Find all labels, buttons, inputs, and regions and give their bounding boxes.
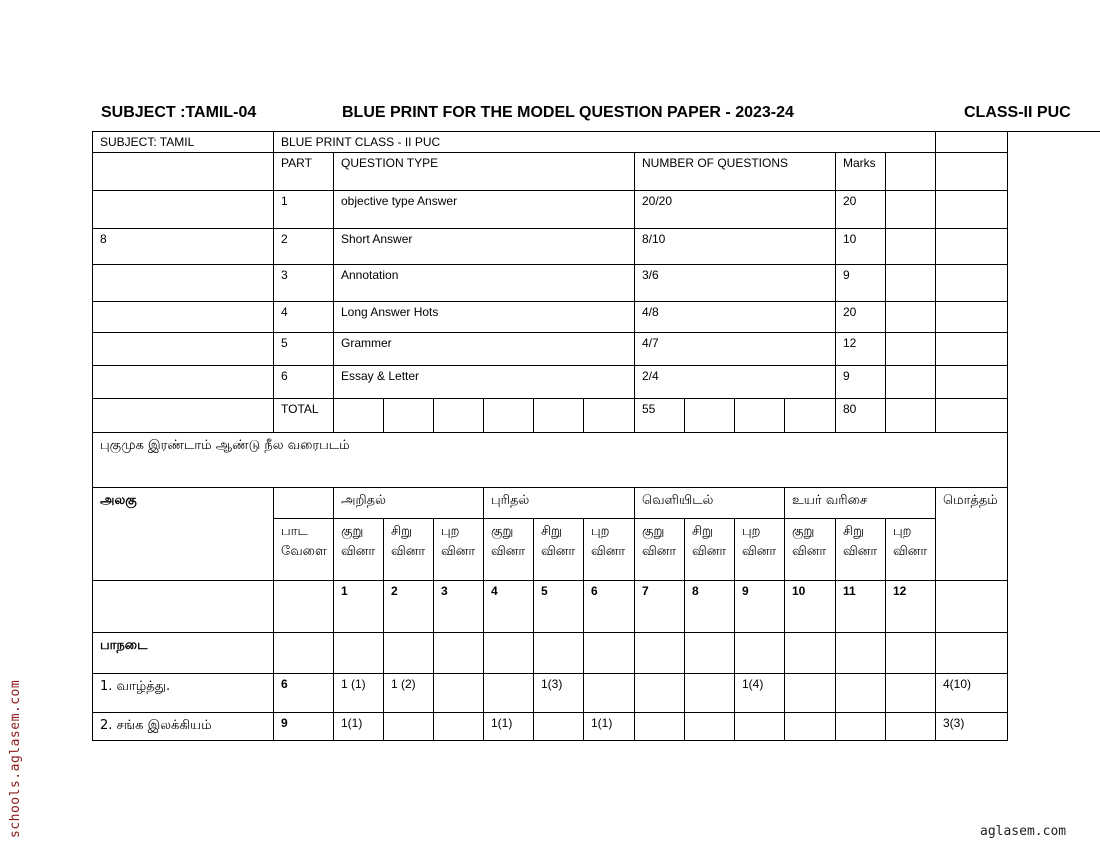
question-count-cell: 3/6 (634, 264, 836, 302)
group-header-arithal: அறிதல் (333, 487, 484, 519)
blank-cell (935, 228, 1008, 265)
side-cell (92, 190, 274, 229)
question-count-cell: 4/8 (634, 301, 836, 333)
question-count-cell: 8/10 (634, 228, 836, 265)
lessons-cell: 9 (273, 712, 334, 741)
blank-cell (835, 712, 886, 741)
part-number-cell: 2 (273, 228, 334, 265)
column-number-cell: 8 (684, 580, 735, 633)
unit-row-label: 2. சங்க இலக்கியம் (92, 712, 274, 741)
header-extra-cell (935, 131, 1008, 153)
blank-cell (433, 632, 484, 674)
blank-cell (885, 264, 936, 302)
question-count-cell: 2/4 (634, 365, 836, 399)
blank-cell (433, 673, 484, 713)
blank-cell (583, 673, 635, 713)
blank-cell (885, 332, 936, 366)
blank-cell (935, 264, 1008, 302)
blank-cell (935, 301, 1008, 333)
blank-cell (885, 152, 936, 191)
blank-cell (533, 398, 584, 433)
blank-cell (684, 398, 735, 433)
blank-cell (684, 673, 735, 713)
part-number-cell: 5 (273, 332, 334, 366)
blank-cell (935, 365, 1008, 399)
blank-cell (935, 398, 1008, 433)
question-type-cell: Annotation (333, 264, 635, 302)
blank-cell (583, 632, 635, 674)
blank-cell (684, 632, 735, 674)
marks-cell: 20 (835, 190, 886, 229)
question-kind-header: குறு வினா (784, 518, 836, 581)
blank-cell (835, 673, 886, 713)
total-marks-cell: 80 (835, 398, 886, 433)
part-number-cell: 3 (273, 264, 334, 302)
question-kind-header: சிறு வினா (383, 518, 434, 581)
question-kind-header: புற வினா (734, 518, 785, 581)
question-kind-header: சிறு வினா (533, 518, 584, 581)
side-cell: 8 (92, 228, 274, 265)
column-number-cell: 12 (885, 580, 936, 633)
blank-cell (684, 712, 735, 741)
lessons-header: பாட வேளை (273, 518, 334, 581)
question-type-cell: Short Answer (333, 228, 635, 265)
marks-cell: 9 (835, 264, 886, 302)
blank-cell (273, 580, 334, 633)
blank-cell (634, 673, 685, 713)
question-marks-cell: 1 (1) (333, 673, 384, 713)
blank-cell (92, 398, 274, 433)
question-marks-cell: 1(1) (483, 712, 534, 741)
total-questions-cell: 55 (634, 398, 685, 433)
blank-cell (433, 398, 484, 433)
subject-label-cell: SUBJECT: TAMIL (92, 131, 274, 153)
marks-cell: 20 (835, 301, 886, 333)
question-kind-header: குறு வினா (483, 518, 534, 581)
bottom-watermark: aglasem.com (980, 824, 1067, 839)
blank-cell (273, 487, 334, 519)
blank-cell (885, 365, 936, 399)
blank-cell (935, 580, 1008, 633)
blank-cell (634, 712, 685, 741)
blank-cell (784, 632, 836, 674)
blank-cell (885, 301, 936, 333)
blank-cell (885, 228, 936, 265)
blank-cell (383, 398, 434, 433)
blank-cell (383, 632, 434, 674)
section-label-cell: பாநடை (92, 632, 274, 674)
question-kind-header: சிறு வினா (684, 518, 735, 581)
total-header: மொத்தம் (935, 487, 1008, 581)
group-header-purithal: புரிதல் (483, 487, 635, 519)
blank-cell (483, 673, 534, 713)
blank-cell (734, 398, 785, 433)
blank-cell (885, 190, 936, 229)
column-number-cell: 5 (533, 580, 584, 633)
blank-cell (483, 398, 534, 433)
marks-cell: 10 (835, 228, 886, 265)
part-number-cell: 6 (273, 365, 334, 399)
question-type-cell: Grammer (333, 332, 635, 366)
question-type-header: QUESTION TYPE (333, 152, 635, 191)
question-kind-header: குறு வினா (333, 518, 384, 581)
blueprint-label-cell: BLUE PRINT CLASS - II PUC (273, 131, 936, 153)
side-watermark: schools.aglasem.com (8, 679, 23, 838)
blank-cell (734, 712, 785, 741)
group-header-uyar-varisai: உயர் வரிசை (784, 487, 936, 519)
marks-cell: 9 (835, 365, 886, 399)
unit-row-label: 1. வாழ்த்து. (92, 673, 274, 713)
question-marks-cell: 1 (2) (383, 673, 434, 713)
blank-cell (885, 398, 936, 433)
blank-cell (784, 673, 836, 713)
question-kind-header: புற வினா (583, 518, 635, 581)
total-label-cell: TOTAL (273, 398, 334, 433)
unit-header: அலகு (92, 487, 274, 581)
column-number-cell: 4 (483, 580, 534, 633)
question-count-cell: 4/7 (634, 332, 836, 366)
row-total-cell: 3(3) (935, 712, 1008, 741)
question-kind-header: குறு வினா (634, 518, 685, 581)
part-number-cell: 1 (273, 190, 334, 229)
blank-cell (885, 632, 936, 674)
blank-cell (784, 398, 836, 433)
part-number-cell: 4 (273, 301, 334, 333)
side-cell (92, 332, 274, 366)
blank-cell (885, 673, 936, 713)
blank-cell (333, 632, 384, 674)
lessons-cell: 6 (273, 673, 334, 713)
marks-header: Marks (835, 152, 886, 191)
subject-heading: SUBJECT :TAMIL-04 (101, 104, 257, 121)
class-heading: CLASS-II PUC (964, 104, 1071, 121)
blank-cell (835, 632, 886, 674)
blank-cell (935, 332, 1008, 366)
question-marks-cell: 1(1) (333, 712, 384, 741)
blank-cell (333, 398, 384, 433)
blank-cell (483, 632, 534, 674)
question-marks-cell: 1(3) (533, 673, 584, 713)
blank-cell (92, 580, 274, 633)
marks-cell: 12 (835, 332, 886, 366)
blank-cell (533, 712, 584, 741)
blank-cell (734, 632, 785, 674)
side-cell (92, 365, 274, 399)
blank-cell (433, 712, 484, 741)
header-empty-cell (92, 152, 274, 191)
blank-cell (935, 152, 1008, 191)
column-number-cell: 9 (734, 580, 785, 633)
tamil-title-cell: புகுமுக இரண்டாம் ஆண்டு நீல வரைபடம் (92, 432, 1008, 488)
number-of-questions-header: NUMBER OF QUESTIONS (634, 152, 836, 191)
part-header: PART (273, 152, 334, 191)
side-cell (92, 264, 274, 302)
document-title: BLUE PRINT FOR THE MODEL QUESTION PAPER - 2023-24 (342, 104, 794, 121)
blank-cell (383, 712, 434, 741)
blank-cell (885, 712, 936, 741)
question-marks-cell: 1(4) (734, 673, 785, 713)
question-count-cell: 20/20 (634, 190, 836, 229)
blank-cell (634, 632, 685, 674)
column-number-cell: 11 (835, 580, 886, 633)
question-type-cell: objective type Answer (333, 190, 635, 229)
column-number-cell: 3 (433, 580, 484, 633)
question-type-cell: Essay & Letter (333, 365, 635, 399)
question-kind-header: சிறு வினா (835, 518, 886, 581)
blank-cell (533, 632, 584, 674)
blank-cell (583, 398, 635, 433)
question-kind-header: புற வினா (433, 518, 484, 581)
column-number-cell: 10 (784, 580, 836, 633)
row-total-cell: 4(10) (935, 673, 1008, 713)
column-number-cell: 2 (383, 580, 434, 633)
side-cell (92, 301, 274, 333)
blank-cell (273, 632, 334, 674)
group-header-veliyidal: வெளியிடல் (634, 487, 785, 519)
blank-cell (935, 190, 1008, 229)
column-number-cell: 1 (333, 580, 384, 633)
blank-cell (784, 712, 836, 741)
question-kind-header: புற வினா (885, 518, 936, 581)
column-number-cell: 7 (634, 580, 685, 633)
question-marks-cell: 1(1) (583, 712, 635, 741)
question-type-cell: Long Answer Hots (333, 301, 635, 333)
blank-cell (935, 632, 1008, 674)
column-number-cell: 6 (583, 580, 635, 633)
